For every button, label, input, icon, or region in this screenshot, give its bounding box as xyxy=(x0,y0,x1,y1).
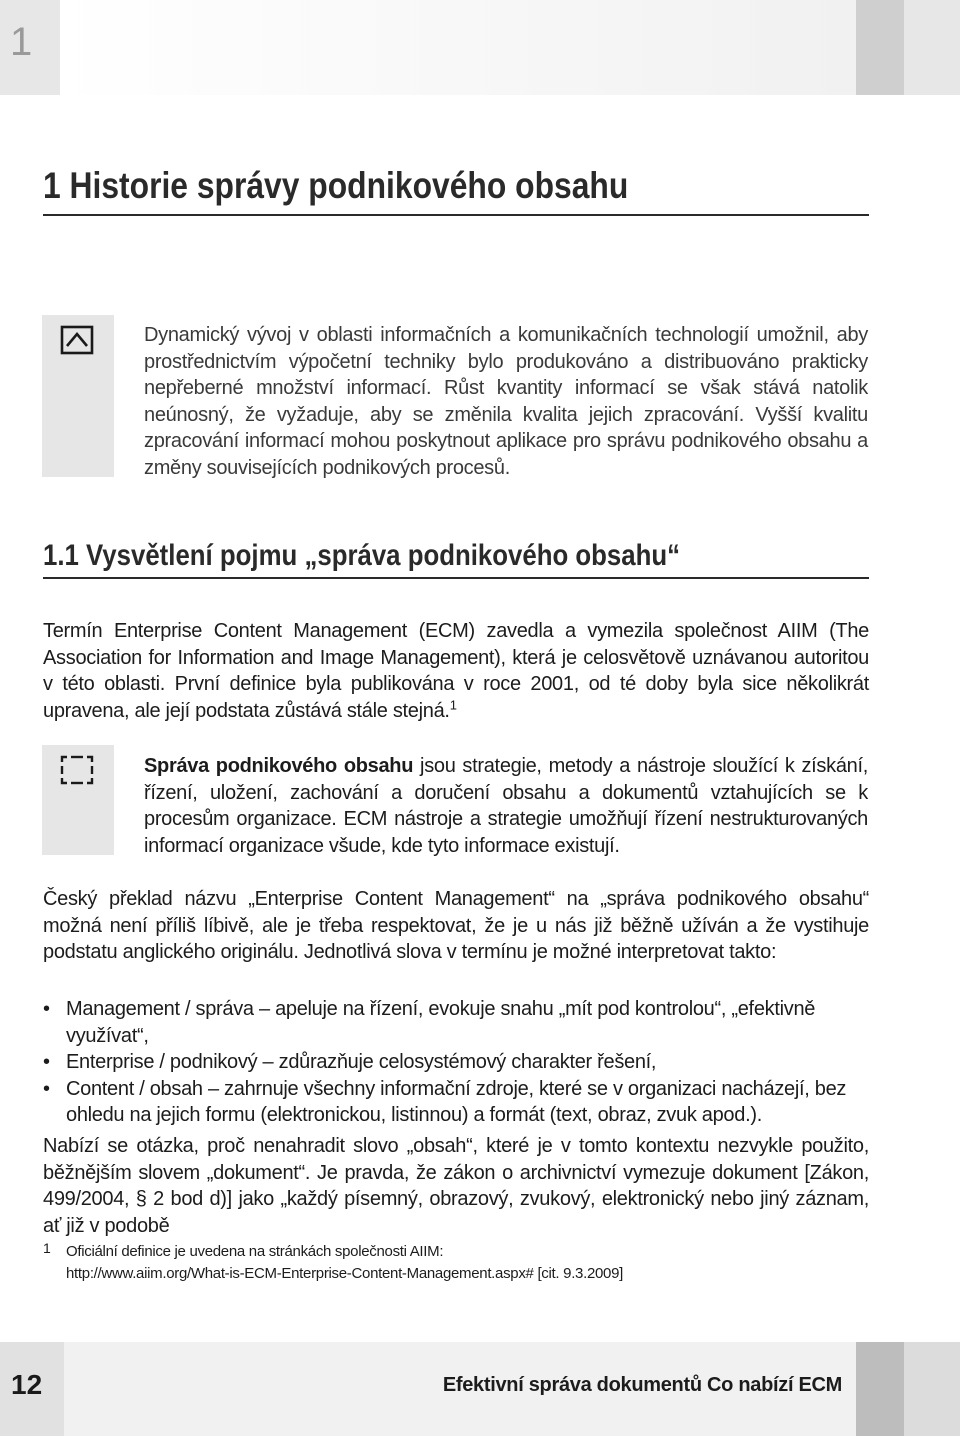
definition-margin-box xyxy=(42,745,114,855)
chapter-title: 1 Historie správy podnikového obsahu xyxy=(43,165,629,206)
section-paragraph-1 xyxy=(43,618,869,724)
list-item: • Enterprise / podnikový – zdůrazňuje celosystémový charakter řešení, xyxy=(43,1049,869,1076)
page-number: 12 xyxy=(11,1369,43,1400)
footer-tab-dark xyxy=(856,1342,904,1436)
summary-check-icon xyxy=(60,325,94,355)
section-paragraph-3: Nabízí se otázka, proč nenahradit slovo „obsah“, které je v tomto kontextu nezvykle použito, běžnějším slovem „dokument“. Je pravda, že zákon o archivnictví vymezuje dokument [Zákon, 499/2004, § 2 bod d)] jako „každý písemný, obrazový, zvukový, elektronický nebo jiný záznam, ať již v podobě xyxy=(43,1135,869,1237)
section-paragraph-2: Český překlad názvu „Enterprise Content Management“ na „správa podnikového obsahu“ možná není příliš líbivě, ale je třeba respektovat, že je u nás již běžně užíván a že vystihuje podstatu anglického originálu. Jednotlivá slova v termínu je možné interpretovat takto: xyxy=(43,888,869,963)
header-tab-dark xyxy=(856,0,904,95)
running-footer-title: Efektivní správa dokumentů Co nabízí ECM xyxy=(442,1374,842,1396)
section-title: 1.1 Vysvětlení pojmu „správa podnikového obsahu“ xyxy=(43,539,681,572)
chapter-number-box xyxy=(0,0,60,95)
footnote-text xyxy=(66,1241,866,1285)
footnote-line-1: Oficiální definice je uvedena na stránkách společnosti AIIM: xyxy=(66,1243,444,1260)
definition-paragraph xyxy=(144,753,868,859)
list-item: • Content / obsah – zahrnuje všechny informační zdroje, které se v organizaci nacházejí, bez ohledu na jejich formu (elektronickou, listinnou) a formát (text, obraz, zvuk apod.). xyxy=(43,1076,869,1129)
intro-margin-box xyxy=(42,315,114,477)
section-paragraph-1-text: Termín Enterprise Content Management (ECM) zavedla a vymezila společnost AIIM (The Association for Information and Image Management), která je celosvětově uznávanou autoritou v této oblasti. První definice byla publikována v roce 2001, od té doby byla sice několikrát upravena, ale její podstata zůstává stále stejná. xyxy=(43,620,869,722)
definition-bracket-icon xyxy=(60,755,94,785)
header-band xyxy=(60,0,900,95)
intro-paragraph: Dynamický vývoj v oblasti informačních a komunikačních technologií umožnil, aby prostřednictvím výpočetní techniky bylo produkováno a distribuováno prakticky nepřeberné množství informací. Růst kvantity informací se však stává natolik neúnosný, že vyžaduje, aby se změnila kvalita jejich zpracování. Vyšší kvalitu zpracování informací mohou poskytnout aplikace pro správu podnikového obsahu a změny souvisejících podnikových procesů. xyxy=(144,324,868,479)
footnote-reference[interactable]: 1 xyxy=(449,696,457,712)
definition-body: jsou strategie, metody a nástroje sloužící k získání, řízení, uložení, zachování a doručení obsahu a dokumentů vztahujících se k procesům organizace. ECM nástroje a strategie umožňují řízení nestrukturovaných informací organizace všude, kde tyto informace existují. xyxy=(144,755,868,857)
footnote-number: 1 xyxy=(43,1240,51,1256)
section-title-rule xyxy=(43,577,869,579)
definition-term: Správa podnikového obsahu xyxy=(144,755,414,777)
list-item: • Management / správa – apeluje na řízení, evokuje snahu „mít pod kontrolou“, „efektivně využívat“, xyxy=(43,996,869,1049)
footnote-link[interactable]: http://www.aiim.org/What-is-ECM-Enterprise-Content-Management.aspx# [cit. 9.3.2009] xyxy=(66,1265,624,1282)
footer-tab-light xyxy=(904,1342,960,1436)
term-bullet-list xyxy=(43,996,869,1129)
chapter-number: 1 xyxy=(10,20,33,64)
chapter-title-rule xyxy=(43,214,869,216)
